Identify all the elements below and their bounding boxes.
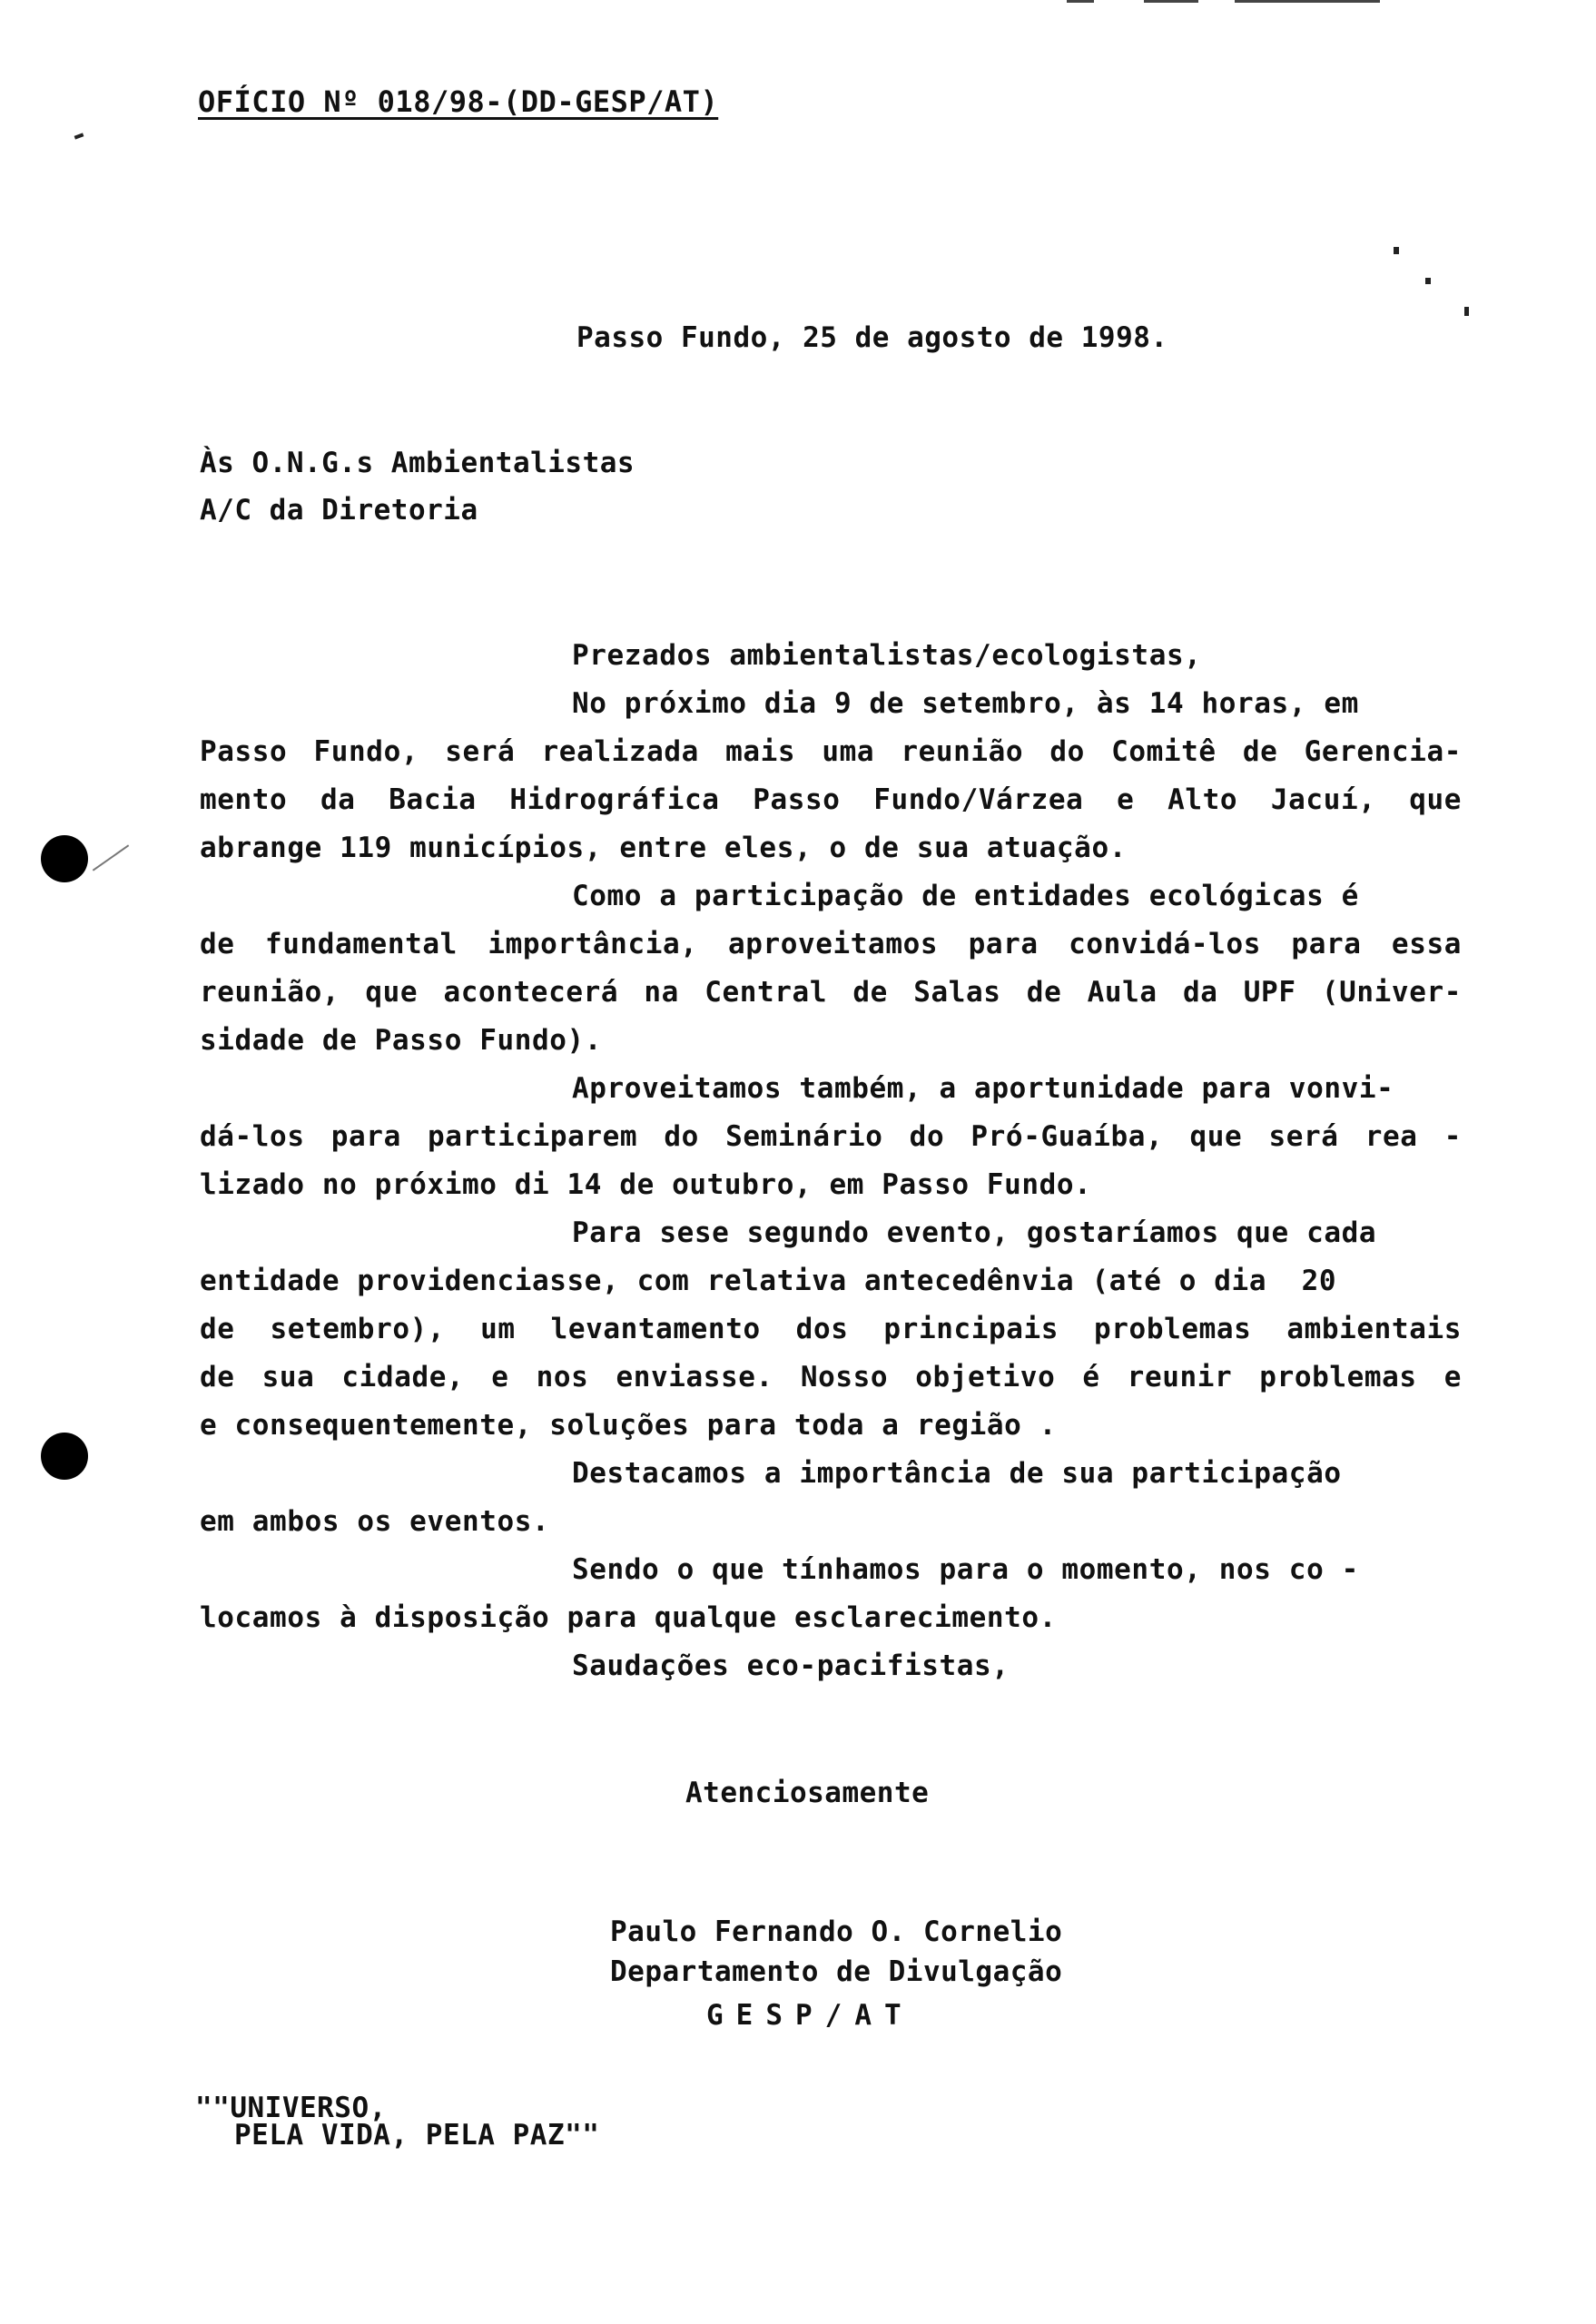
body-line: Saudações eco-pacifistas,: [572, 1649, 1010, 1682]
body-line: sidade de Passo Fundo).: [200, 1024, 603, 1057]
signature-department: Departamento de Divulgação: [610, 1955, 1063, 1988]
letter-body: [200, 632, 1462, 1690]
body-line: lizado no próximo di 14 de outubro, em Passo Fundo.: [200, 1168, 1092, 1201]
office-reference: OFÍCIO Nº 018/98-(DD-GESP/AT): [198, 84, 719, 119]
body-line: reunião, que acontecerá na Central de Salas de Aula da UPF (Univer-: [200, 976, 1462, 1009]
body-line: locamos à disposição para qualque esclarecimento.: [200, 1601, 1057, 1634]
body-line: Para sese segundo evento, gostaríamos que cada: [572, 1216, 1377, 1249]
body-line: de fundamental importância, aproveitamos para convidá-los para essa: [200, 928, 1462, 960]
scan-speck: [1394, 247, 1399, 254]
body-line: No próximo dia 9 de setembro, às 14 horas, em: [572, 687, 1359, 720]
motto-line-2: PELA VIDA, PELA PAZ"": [234, 2119, 600, 2152]
signature-name: Paulo Fernando O. Cornelio: [610, 1915, 1063, 1948]
body-line: dá-los para participarem do Seminário do Pró-Guaíba, que será rea -: [200, 1120, 1462, 1153]
body-line: mento da Bacia Hidrográfica Passo Fundo/Várzea e Alto Jacuí, que: [200, 783, 1462, 816]
body-line: em ambos os eventos.: [200, 1505, 550, 1538]
body-line: Destacamos a importância de sua participação: [572, 1457, 1342, 1490]
body-line: Como a participação de entidades ecológicas é: [572, 880, 1359, 912]
punch-hole-icon: [41, 835, 88, 882]
scan-artifact-line: [1067, 0, 1094, 3]
body-line: abrange 119 municípios, entre eles, o de sua atuação.: [200, 832, 1127, 864]
recipient-line-2: A/C da Diretoria: [200, 494, 478, 527]
scan-speck: [1464, 307, 1469, 316]
closing: Atenciosamente: [685, 1777, 930, 1809]
scan-artifact-line: [1144, 0, 1198, 3]
body-line: de sua cidade, e nos enviasse. Nosso objetivo é reunir problemas e: [200, 1361, 1462, 1393]
punch-hole-icon: [41, 1433, 88, 1480]
body-line: Passo Fundo, será realizada mais uma reunião do Comitê de Gerencia-: [200, 735, 1462, 768]
body-line: Sendo o que tínhamos para o momento, nos co -: [572, 1553, 1359, 1586]
recipient-line-1: Às O.N.G.s Ambientalistas: [200, 447, 635, 479]
body-line: de setembro), um levantamento dos principais problemas ambientais: [200, 1313, 1462, 1345]
signature-organization: GESP/AT: [706, 1999, 914, 2032]
body-line: e consequentemente, soluções para toda a região .: [200, 1409, 1057, 1442]
scan-speck: [93, 844, 129, 871]
body-line: Aproveitamos também, a aportunidade para vonvi-: [572, 1072, 1394, 1105]
body-line: entidade providenciasse, com relativa antecedênvia (até o dia 20: [200, 1265, 1337, 1297]
salutation: Prezados ambientalistas/ecologistas,: [572, 639, 1202, 672]
motto-line-1: ""UNIVERSO,: [195, 2092, 387, 2124]
scan-speck: [1425, 278, 1431, 284]
scan-speck: [74, 133, 84, 139]
scan-artifact-line: [1235, 0, 1380, 3]
date-line: Passo Fundo, 25 de agosto de 1998.: [576, 321, 1168, 354]
